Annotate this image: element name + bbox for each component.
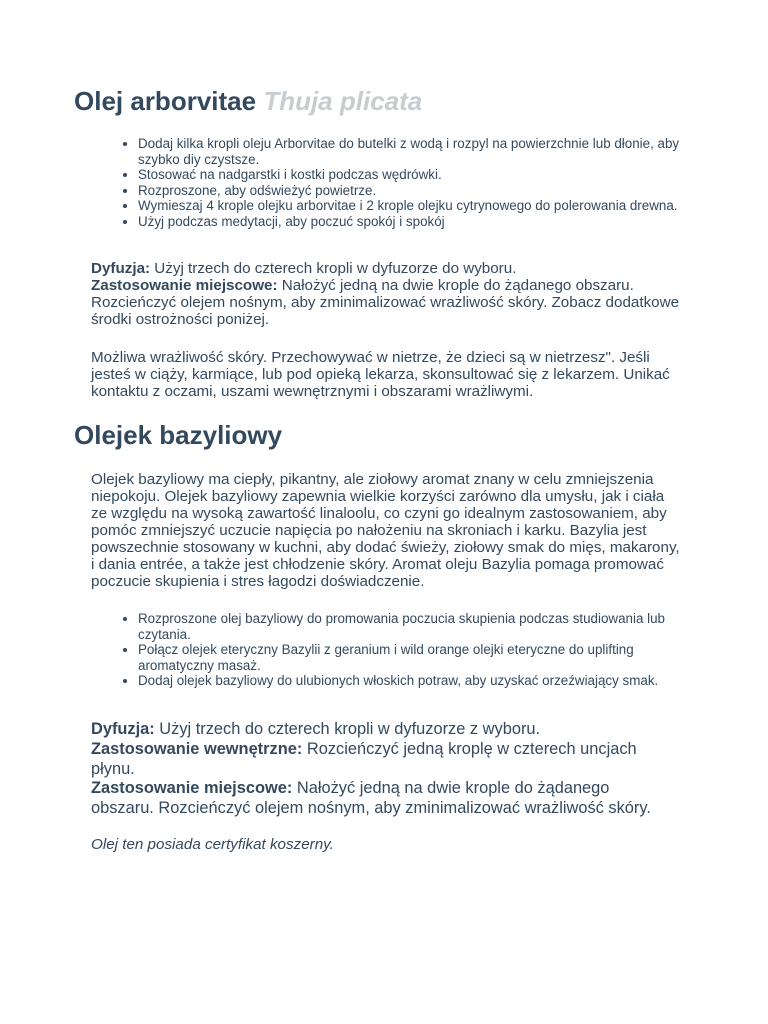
- list-item: • Rozproszone, aby odświeżyć powietrze.: [138, 183, 698, 199]
- basil-description: Olejek bazyliowy ma ciepły, pikantny, ale ziołowy aromat znany w celu zmniejszenia niepokoju. Olejek bazyliowy zapewnia wielkie korzyści zarówno dla umysłu, jak i ciała ze względu na wysoką zawartość linaloolu, co czyni go idealnym zastosowaniem, aby pomóc zmniejszyć uczucie napięcia po nałożeniu na skroniach i karku. Bazylia jest powszechnie stosowany w kuchni, aby dodać świeży, ziołowy smak do mięs, makarony, i dania entrée, a także jest chłodzenie skóry. Aromat oleju Bazylia pomaga promować poczucie skupienia i stres łagodzi doświadczenie.: [91, 471, 680, 590]
- list-item: • Stosować na nadgarstki i kostki podczas wędrówki.: [138, 167, 698, 183]
- arborvitae-title: Olej arborvitae: [74, 86, 257, 116]
- arborvitae-warning: Możliwa wrażliwość skóry. Przechowywać w nietrze, że dzieci są w nietrzesz". Jeśli jesteś w ciąży, karmiące, lub pod opieką lekarza, skonsultować się z lekarzem. Unikać kontaktu z oczami, uszami wewnętrznymi i obszarami wrażliwymi.: [91, 349, 670, 400]
- list-item: • Połącz olejek eteryczny Bazylii z geranium i wild orange olejki eteryczne do uplifting aromatyczny masaż.: [138, 642, 698, 673]
- topical-label: Zastosowanie miejscowe:: [91, 277, 278, 294]
- arborvitae-heading: [74, 86, 422, 116]
- diffusion-text: Użyj trzech do czterech kropli w dyfuzorze do wyboru.: [150, 260, 517, 277]
- arborvitae-latin-name: Thuja plicata: [263, 86, 423, 116]
- list-item: • Dodaj olejek bazyliowy do ulubionych włoskich potraw, aby uzyskać orzeźwiający smak.: [138, 673, 698, 689]
- list-item: • Wymieszaj 4 krople olejku arborvitae i 2 krople olejku cytrynowego do polerowania drewna.: [138, 198, 698, 214]
- topical-text: Nałożyć jedną na dwie krople do żądanego obszaru. Rozcieńczyć olejem nośnym, aby zminimalizować wrażliwość skóry. Zobacz dodatkowe środki ostrożności poniżej.: [91, 277, 680, 328]
- diffusion-label: Dyfuzja:: [91, 260, 151, 277]
- list-item: • Dodaj kilka kropli oleju Arborvitae do butelki z wodą i rozpyl na powierzchnie lub dłonie, aby szybko diy czystsze.: [138, 136, 698, 167]
- topical-text: Nałożyć jedną na dwie krople do żądanego obszaru. Rozcieńczyć olejem nośnym, aby zminimalizować wrażliwość skóry.: [91, 779, 651, 818]
- internal-text: Rozcieńczyć jedną kroplę w czterech uncjach płynu.: [91, 739, 637, 778]
- diffusion-label: Dyfuzja:: [91, 720, 155, 738]
- arborvitae-usage: [91, 260, 691, 328]
- basil-usage: [91, 720, 671, 819]
- internal-label: Zastosowanie wewnętrzne:: [91, 739, 303, 758]
- list-item: • Rozproszone olej bazyliowy do promowania poczucia skupienia podczas studiowania lub czytania.: [138, 611, 698, 642]
- basil-uses-list: [114, 611, 698, 689]
- diffusion-text: Użyj trzech do czterech kropli w dyfuzorze z wyboru.: [154, 720, 541, 738]
- arborvitae-uses-list: [114, 136, 698, 229]
- basil-heading: Olejek bazyliowy: [74, 420, 283, 450]
- topical-label: Zastosowanie miejscowe:: [91, 779, 293, 798]
- list-item: • Użyj podczas medytacji, aby poczuć spokój i spokój: [138, 214, 698, 230]
- kosher-note: Olej ten posiada certyfikat koszerny.: [91, 836, 334, 853]
